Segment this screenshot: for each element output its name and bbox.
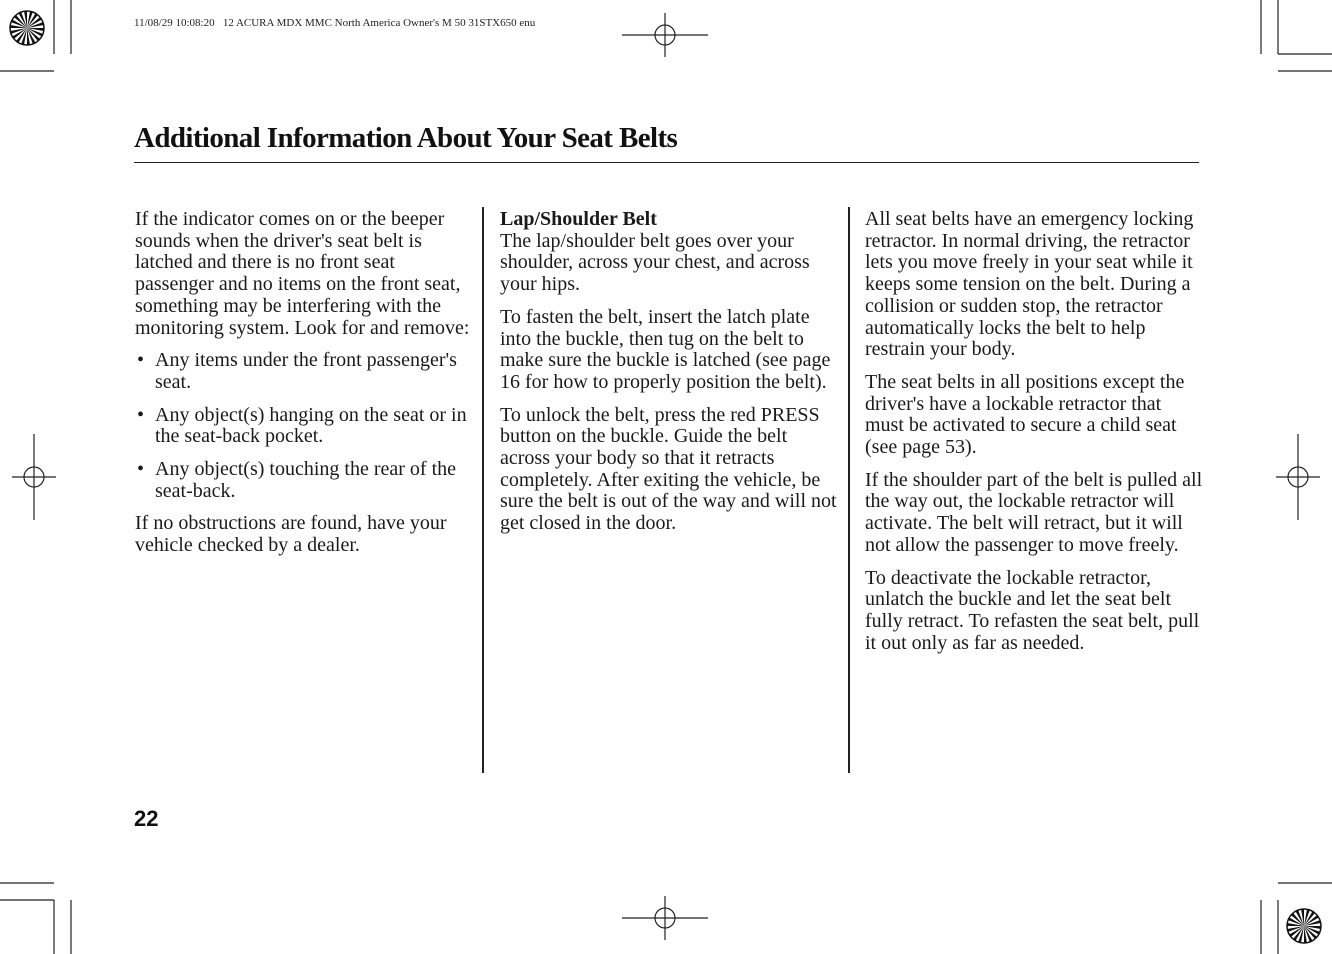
registration-target-icon [1276, 434, 1320, 520]
fasten-paragraph: To fasten the belt, insert the latch plate into the buckle, then tug on the belt to make sure the buckle is latched (see page 16 for how to properly position the belt). [500, 305, 831, 393]
outro-paragraph: If no obstructions are found, have your vehicle checked by a dealer. [135, 512, 447, 557]
starburst-icon [10, 11, 44, 45]
bullet-icon: • [137, 403, 145, 426]
page-title: Additional Information About Your Seat Belts [134, 122, 678, 154]
retractor-paragraph: All seat belts have an emergency locking retractor. In normal driving, the retractor lets you move freely in your seat while it keeps some tension on the belt. During a collision or sudden stop, the retractor automatically locks the belt to help restrain your body. [865, 208, 1194, 361]
list-item-text: Any object(s) hanging on the seat or in the seat-back pocket. [155, 403, 467, 448]
registration-target-icon [622, 13, 708, 57]
activate-paragraph: If the shoulder part of the belt is pulled all the way out, the lockable retractor will activate. The belt will retract, but it will not allow the passenger to move freely. [865, 468, 1203, 556]
registration-target-icon [12, 434, 56, 520]
crop-mark-icon [0, 883, 71, 954]
bullet-icon: • [137, 458, 145, 481]
unlock-paragraph: To unlock the belt, press the red PRESS button on the buckle. Guide the belt across your body so that it retracts completely. After exiting the vehicle, be sure the belt is out of the way and will not get closed in the door. [500, 403, 837, 535]
lap-shoulder-paragraph: The lap/shoulder belt goes over your shoulder, across your chest, and across your hips. [500, 229, 810, 296]
list-item-text: Any items under the front passenger's seat. [155, 349, 457, 393]
bullet-icon: • [137, 349, 145, 372]
section-heading: Lap/Shoulder Belt [500, 208, 657, 230]
starburst-icon [1287, 909, 1321, 943]
intro-paragraph: If the indicator comes on or the beeper sounds when the driver's seat belt is latched and there is no front seat passenger and no items on the front seat, something may be interfering with the monitoring system. Look for and remove: [135, 208, 470, 339]
list-item-text: Any object(s) touching the rear of the seat-back. [155, 458, 457, 502]
deactivate-paragraph: To deactivate the lockable retractor, unlatch the buckle and let the seat belt fully retract. To refasten the seat belt, pull it out only as far as needed. [865, 566, 1200, 654]
registration-target-icon [622, 896, 708, 940]
crop-mark-icon [1261, 0, 1332, 71]
lockable-retractor-paragraph: The seat belts in all positions except the driver's have a lockable retractor that must be activated to secure a child seat (see page 53). [865, 370, 1185, 459]
print-job-header: 11/08/29 10:08:20 12 ACURA MDX MMC North America Owner's M 50 31STX650 enu [134, 17, 536, 29]
page-number: 22 [134, 806, 159, 831]
